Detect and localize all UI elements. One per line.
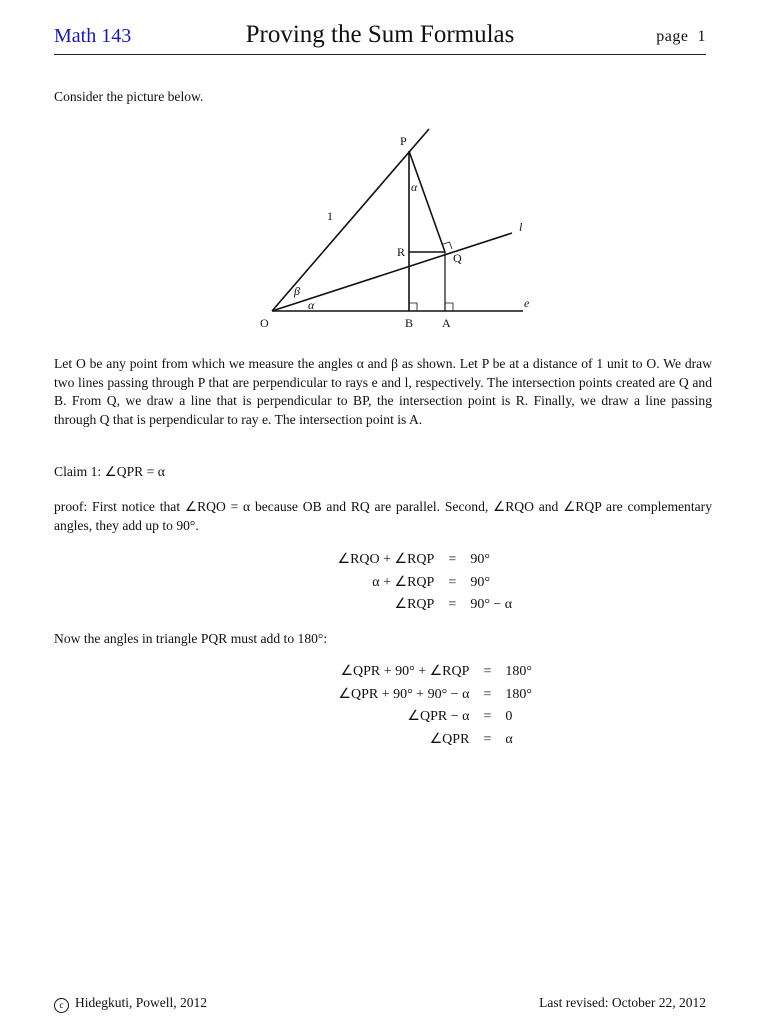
equation-rhs: 90° (470, 574, 490, 590)
page-title: Proving the Sum Formulas (245, 21, 515, 48)
equation-row (250, 572, 550, 595)
equation-lhs: ∠QPR (429, 731, 470, 747)
footer-copyright (54, 995, 207, 1013)
course-name: Math 143 (54, 25, 132, 47)
paragraph-let: Let O be any point from which we measure the angles α and β as shown. Let P be at a distance of 1 unit to O. We draw two lines passing through P that are perpendicular to rays e and l, respectively. The intersection points created are Q and B. From Q, we draw a line that is perpendicular to BP, the intersection point is R. Finally, we draw a line passing through Q that is perpendicular to ray e. The intersection point is A. (54, 356, 712, 428)
label-l: l (519, 220, 523, 234)
copyright-icon: c (54, 998, 69, 1013)
equation-lhs: α + ∠RQP (372, 574, 435, 590)
equation-op: = (483, 686, 492, 702)
equation-op: = (448, 574, 457, 590)
equation-row (250, 706, 550, 729)
label-p: P (400, 134, 407, 148)
equation-lhs: ∠RQO + ∠RQP (337, 552, 435, 567)
page-header (54, 22, 706, 55)
segment-pq (409, 151, 445, 252)
proof-text: proof: First notice that ∠RQO = α because OB and RQ are parallel. Second, ∠RQO and ∠RQP are complementary angles, they add up to 90°. (54, 499, 712, 533)
equation-block-1 (250, 549, 550, 617)
page-word: page (656, 28, 689, 45)
intro-text: Consider the picture below. (54, 89, 204, 104)
equation-rhs: 180° (505, 664, 533, 679)
equation-op: = (483, 731, 492, 747)
label-e: e (524, 296, 530, 310)
equation-op: = (483, 664, 492, 679)
equation-lhs: ∠QPR − α (407, 709, 470, 724)
equation-lhs: ∠QPR + 90° + 90° − α (338, 686, 470, 702)
equation-lhs: ∠RQP (394, 597, 435, 612)
equation-row (250, 549, 550, 572)
equation-op: = (483, 709, 492, 724)
label-o: O (260, 316, 269, 330)
equation-rhs: 90° − α (470, 597, 513, 612)
label-r: R (397, 245, 406, 259)
label-a: A (442, 316, 451, 330)
equation-rhs: α (505, 731, 513, 747)
footer-authors: Hidegkuti, Powell, 2012 (75, 995, 207, 1010)
triangle-sentence: Now the angles in triangle PQR must add to 180°: (54, 631, 328, 646)
equation-row (250, 729, 550, 752)
page-number-value: 1 (697, 28, 706, 45)
equation-op: = (448, 597, 457, 612)
equation-row (250, 684, 550, 707)
equation-op: = (448, 552, 457, 567)
equation-row (250, 594, 550, 617)
right-angle-b (409, 303, 417, 311)
equation-row (250, 661, 550, 684)
label-beta: β (294, 284, 300, 298)
equation-rhs: 0 (505, 709, 513, 724)
page-number (656, 28, 706, 46)
label-alpha-bottom: α (308, 298, 315, 312)
label-alpha-top: α (411, 180, 418, 194)
equation-lhs: ∠QPR + 90° + ∠RQP (340, 664, 470, 679)
right-angle-a (445, 303, 453, 311)
label-one: 1 (327, 209, 333, 223)
equation-rhs: 180° (505, 686, 533, 702)
equation-rhs: 90° (470, 552, 490, 567)
claim-1: Claim 1: ∠QPR = α (54, 464, 165, 479)
label-b: B (405, 316, 414, 330)
footer-revised: Last revised: October 22, 2012 (539, 995, 706, 1010)
equation-block-2 (250, 661, 550, 751)
geometry-diagram (240, 120, 540, 338)
label-q: Q (453, 251, 462, 265)
